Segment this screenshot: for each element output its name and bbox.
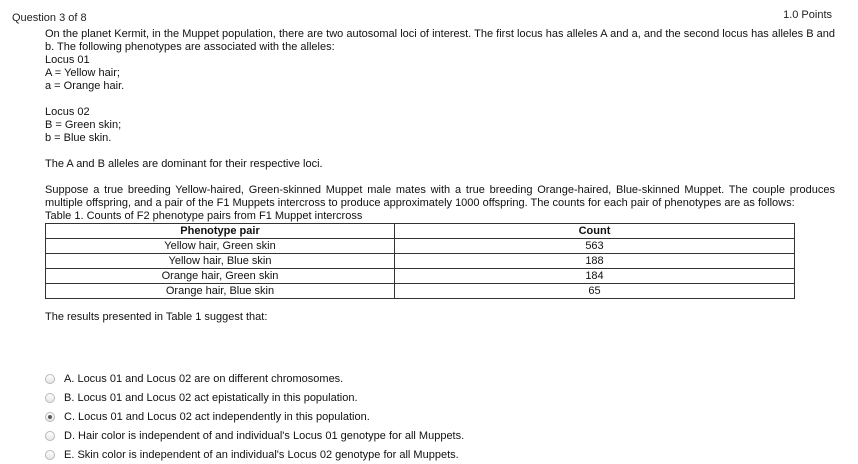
table-row bbox=[46, 284, 795, 299]
choice-e-label[interactable]: E. Skin color is independent of an individual's Locus 02 genotype for all Muppets. bbox=[64, 448, 459, 461]
choice-d-label[interactable]: D. Hair color is independent of and individual's Locus 01 genotype for all Muppets. bbox=[64, 429, 465, 442]
table-cell-count: 65 bbox=[395, 284, 795, 299]
answer-choices bbox=[45, 369, 464, 464]
locus1-title: Locus 01 bbox=[45, 54, 90, 66]
question-points: 1.0 Points bbox=[783, 9, 832, 21]
table-row bbox=[46, 239, 795, 254]
table-cell-phenotype: Yellow hair, Green skin bbox=[46, 239, 395, 254]
dominance-text: The A and B alleles are dominant for their respective loci. bbox=[45, 158, 323, 170]
scenario-text: Suppose a true breeding Yellow-haired, Green-skinned Muppet male mates with a true breeding Orange-haired, Blue-skinned Muppet. The couple produces multiple offspring, and a pair of the F1 Muppets intercross to produce approximately 1000 offspring. The counts for each pair of phenotypes are as follows: bbox=[45, 184, 835, 209]
choice-b[interactable] bbox=[45, 388, 464, 407]
table-row bbox=[46, 269, 795, 284]
locus1-allele-a-upper: A = Yellow hair; bbox=[45, 67, 120, 79]
table-header-count: Count bbox=[395, 224, 795, 239]
table-header-row bbox=[46, 224, 795, 239]
choice-a[interactable] bbox=[45, 369, 464, 388]
choice-c-label[interactable]: C. Locus 01 and Locus 02 act independently in this population. bbox=[64, 410, 370, 423]
radio-button-c-selected[interactable] bbox=[45, 412, 55, 422]
table-cell-phenotype: Orange hair, Blue skin bbox=[46, 284, 395, 299]
locus2-allele-b-lower: b = Blue skin. bbox=[45, 132, 112, 144]
locus2-allele-b-upper: B = Green skin; bbox=[45, 119, 122, 131]
table-caption: Table 1. Counts of F2 phenotype pairs from F1 Muppet intercross bbox=[45, 210, 363, 222]
choice-d[interactable] bbox=[45, 426, 464, 445]
question-body bbox=[45, 28, 835, 324]
choice-c[interactable] bbox=[45, 407, 464, 426]
radio-button-d[interactable] bbox=[45, 431, 55, 441]
table-header-phenotype: Phenotype pair bbox=[46, 224, 395, 239]
question-prompt: The results presented in Table 1 suggest that: bbox=[45, 311, 268, 323]
locus2-title: Locus 02 bbox=[45, 106, 90, 118]
question-number: Question 3 of 8 bbox=[12, 12, 87, 24]
table-cell-count: 184 bbox=[395, 269, 795, 284]
choice-a-label[interactable]: A. Locus 01 and Locus 02 are on different chromosomes. bbox=[64, 372, 344, 385]
locus1-allele-a-lower: a = Orange hair. bbox=[45, 80, 125, 92]
table-row bbox=[46, 254, 795, 269]
radio-button-a[interactable] bbox=[45, 374, 55, 384]
table-cell-count: 188 bbox=[395, 254, 795, 269]
radio-button-e[interactable] bbox=[45, 450, 55, 460]
table-cell-phenotype: Orange hair, Green skin bbox=[46, 269, 395, 284]
table-cell-count: 563 bbox=[395, 239, 795, 254]
radio-button-b[interactable] bbox=[45, 393, 55, 403]
intro-text: On the planet Kermit, in the Muppet population, there are two autosomal loci of interest. The first locus has alleles A and a, and the second locus has alleles B and b. The following phenotypes are associated with the alleles: bbox=[45, 28, 835, 53]
table-cell-phenotype: Yellow hair, Blue skin bbox=[46, 254, 395, 269]
choice-e[interactable] bbox=[45, 445, 464, 464]
results-table bbox=[45, 223, 795, 299]
choice-b-label[interactable]: B. Locus 01 and Locus 02 act epistatically in this population. bbox=[64, 391, 358, 404]
